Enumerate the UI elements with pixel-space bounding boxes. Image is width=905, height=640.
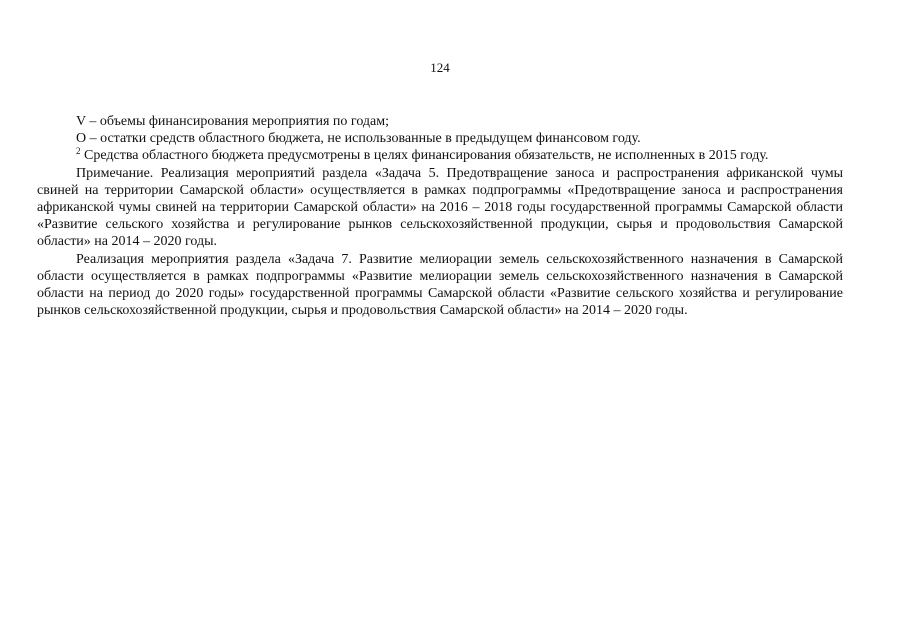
footnote-marker: 2 [76, 146, 81, 157]
legend-v-line: V – объемы финансирования мероприятия по годам; [76, 114, 389, 129]
page-number: 124 [430, 60, 450, 75]
note-paragraph: Примечание. Реализация мероприятий раздела «Задача 5. Предотвращение заноса и распространения африканской чумы свиней на территории Самарской области» осуществляется в рамках подпрограммы «Предотвращение заноса и распространения африканской чумы свиней на территории Самарской области» на 2016 – 2018 годы государственной программы Самарской области «Развитие сельского хозяйства и регулирование рынков сельскохозяйственной продукции, сырья и продовольствия Самарской области» на 2014 – 2020 годы. [37, 165, 843, 250]
note-paragraph: Реализация мероприятия раздела «Задача 7. Развитие мелиорации земель сельскохозяйственного назначения в Самарской области осуществляется в рамках подпрограммы «Развитие мелиорации земель сельскохозяйственного назначения в Самарской области на период до 2020 годы» государственной программы Самарской области «Развитие сельского хозяйства и регулирование рынков сельскохозяйственной продукции, сырья и продовольствия Самарской области» на 2014 – 2020 годы. [37, 251, 843, 319]
footnote-text: Средства областного бюджета предусмотрены в целях финансирования обязательств, не исполненных в 2015 году. [80, 148, 769, 164]
footnote [37, 147, 843, 164]
legend-o-line: О – остатки средств областного бюджета, не использованные в предыдущем финансовом году. [76, 131, 641, 147]
document-body [37, 113, 843, 319]
